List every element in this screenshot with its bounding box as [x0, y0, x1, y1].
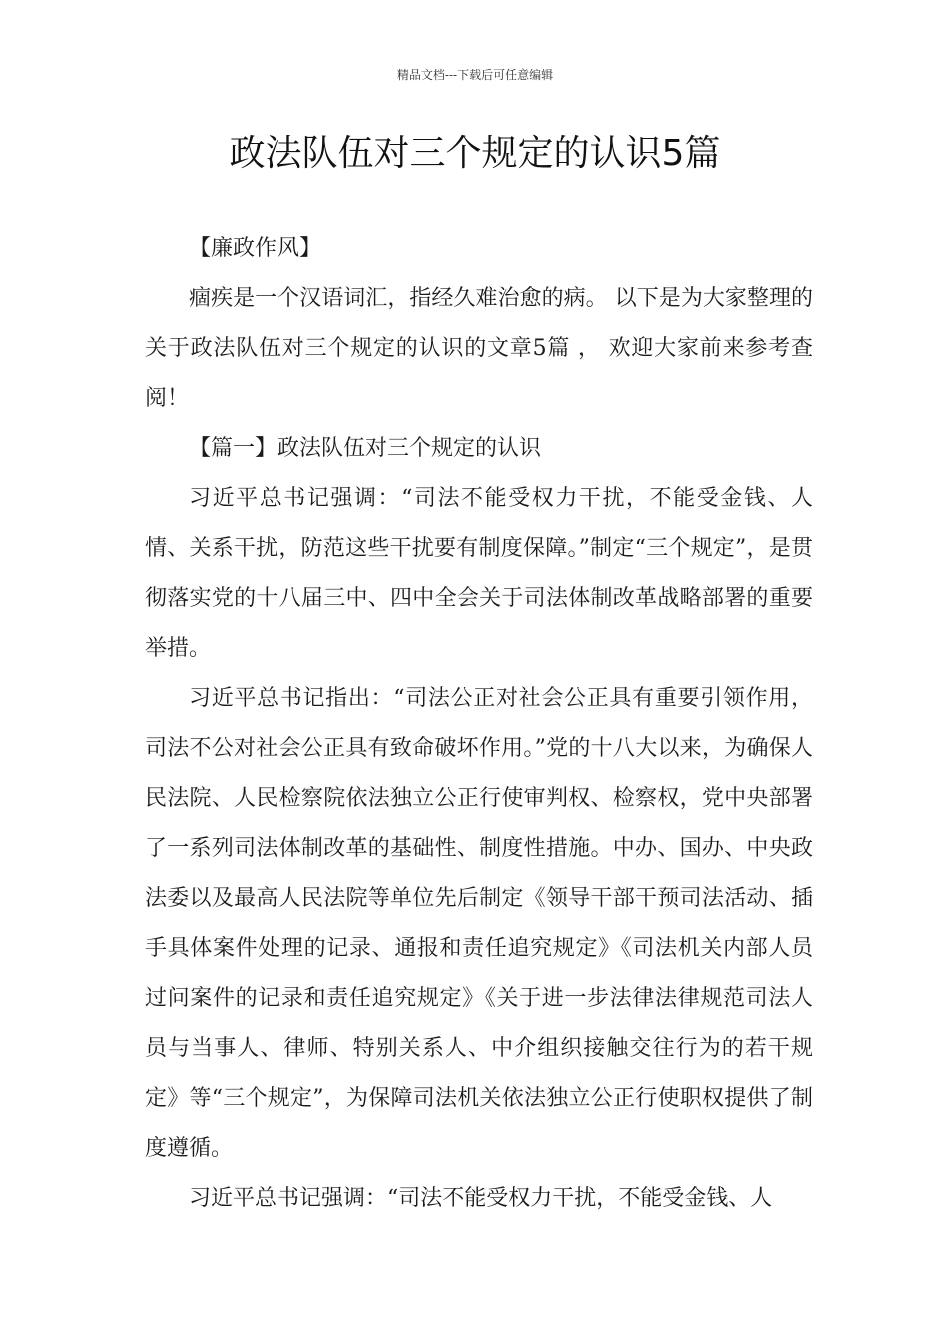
- document-body: [145, 224, 813, 1224]
- paragraph-body-1: 习近平总书记强调：“司法不能受权力干扰，不能受金钱、人情、关系干扰，防范这些干扰要有制度保障。”制定“三个规定”，是贯彻落实党的十八届三中、四中全会关于司法体制改革战略部署的重要举措。: [145, 486, 813, 661]
- document-title: 政法队伍对三个规定的认识5篇: [229, 133, 721, 174]
- paragraph-chapter-heading: 【篇一】政法队伍对三个规定的认识: [189, 436, 542, 461]
- paragraph-body-3: 习近平总书记强调：“司法不能受权力干扰，不能受金钱、人: [189, 1186, 773, 1211]
- page-header: 精品文档---下载后可任意编辑: [396, 68, 554, 82]
- paragraph-body-2: 习近平总书记指出：“司法公正对社会公正具有重要引领作用，司法不公对社会公正具有致命破坏作用。”党的十八大以来，为确保人民法院、人民检察院依法独立公正行使审判权、检察权，党中央部署了一系列司法体制改革的基础性、制度性措施。中办、国办、中央政法委以及最高人民法院等单位先后制定《领导干部干预司法活动、插手具体案件处理的记录、通报和责任追究规定》《司法机关内部人员过问案件的记录和责任追究规定》《关于进一步法律法律规范司法人员与当事人、律师、特别关系人、中介组织接触交往行为的若干规定》等“三个规定”，为保障司法机关依法独立公正行使职权提供了制度遵循。: [145, 686, 813, 1161]
- paragraph-intro: 痼疾是一个汉语词汇，指经久难治愈的病。 以下是为大家整理的关于政法队伍对三个规定的认识的文章5篇 ， 欢迎大家前来参考查阅！: [145, 286, 813, 411]
- paragraph-section-tag: 【廉政作风】: [189, 236, 322, 261]
